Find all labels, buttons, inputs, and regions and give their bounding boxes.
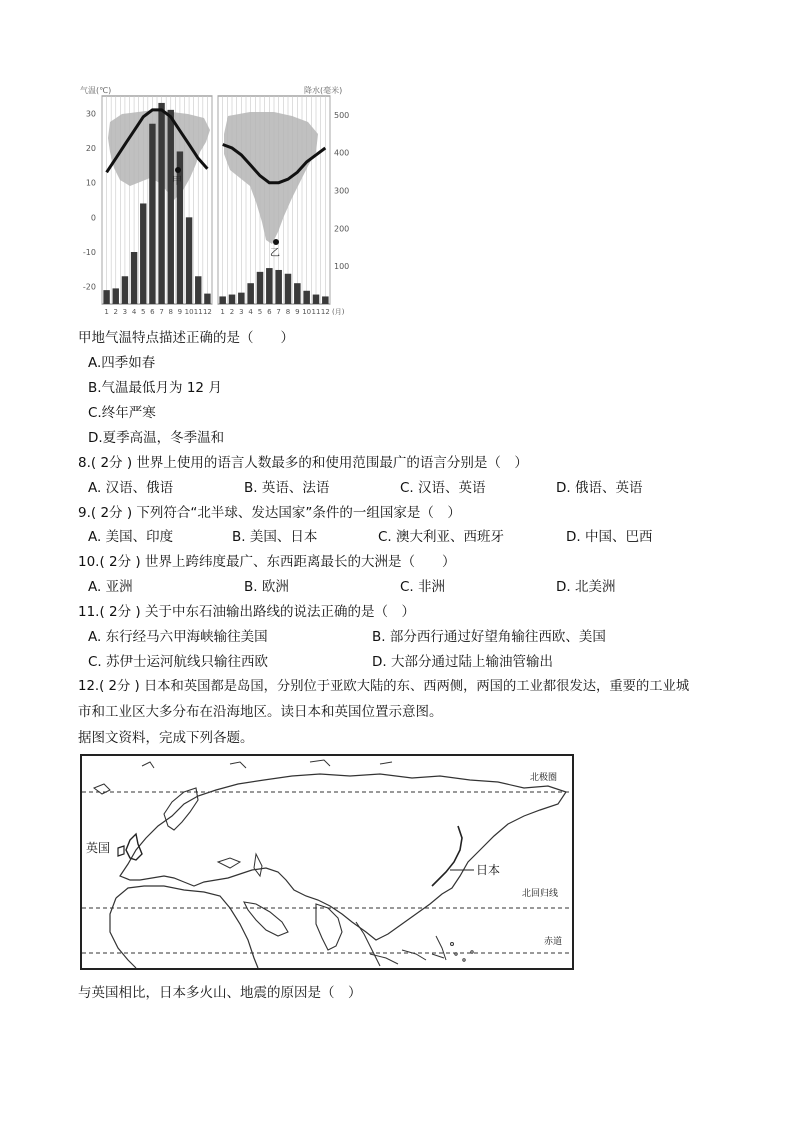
q8-option-d[interactable]: D. 俄语、英语 [556,480,643,496]
month-tick-6: 6 [150,308,155,316]
left-axis-title: 气温(℃) [80,86,112,95]
precip-bar-8 [285,274,292,304]
month-tick-12: 12 [202,308,212,316]
point-jia-label: 甲 [172,176,182,187]
month-tick-9: 9 [177,308,183,316]
q8-option-c[interactable]: C. 汉语、英语 [400,480,486,496]
precip-bar-4 [131,252,137,304]
q10-stem: 10.( 2分 ) 世界上跨纬度最广、东西距离最长的大洲是（ ） [78,554,456,570]
climate-charts [78,82,358,322]
map-label-tropic: 北回归线 [522,889,559,899]
map-label-equator: 赤道 [544,937,563,947]
q10-option-b[interactable]: B. 欧洲 [244,579,289,595]
point-yi-marker [273,239,279,245]
month-unit-label: (月) [332,308,345,316]
month-tick-1: 1 [220,308,225,316]
y-tick-30: 30 [85,109,96,119]
y-tick-400: 400 [334,148,350,158]
q9-option-c[interactable]: C. 澳大利亚、西班牙 [378,529,505,545]
month-tick-3: 3 [239,308,244,316]
precip-bar-12 [322,296,329,304]
q10-option-a[interactable]: A. 亚洲 [88,579,133,595]
precip-bar-1 [103,290,109,304]
precip-bar-3 [238,293,245,304]
month-tick-2: 2 [229,308,235,316]
precip-bar-8 [168,110,174,304]
q7-option-b[interactable]: B.气温最低月为 12 月 [88,380,222,396]
precip-bar-10 [186,217,192,304]
precip-bar-5 [257,272,264,304]
point-yi-label: 乙 [270,248,280,259]
y-tick-100: 100 [334,262,350,272]
y-tick--20: -20 [82,282,96,292]
q12-stem-line-3: 据图文资料，完成下列各题。 [78,730,254,746]
precip-bar-2 [113,288,119,304]
month-tick-7: 7 [276,308,281,316]
month-tick-11: 11 [311,308,321,316]
precip-bar-7 [275,270,282,304]
q11-option-b[interactable]: B. 部分西行通过好望角输往西欧、美国 [372,629,606,645]
y-tick-300: 300 [334,186,350,196]
q12-stem-line-2: 市和工业区大多分布在沿海地区。读日本和英国位置示意图。 [78,704,443,720]
month-tick-10: 10 [302,308,312,316]
point-jia-marker [175,167,181,173]
y-tick-500: 500 [334,110,350,120]
y-tick--10: -10 [82,248,96,257]
map-label-arctic: 北极圈 [530,773,558,783]
q11-option-d[interactable]: D. 大部分通过陆上输油管输出 [372,654,553,670]
y-tick-10: 10 [85,178,96,188]
y-tick-0: 0 [90,213,96,223]
month-tick-5: 5 [141,308,146,316]
map-frame [81,755,573,969]
world-map [80,754,574,970]
y-tick-20: 20 [85,144,96,153]
q9-option-d[interactable]: D. 中国、巴西 [566,529,653,545]
map-label-japan: 日本 [476,863,501,877]
right-x-tick-labels [220,308,329,316]
month-tick-1: 1 [104,308,109,316]
precip-bar-2 [229,295,236,304]
q10-option-d[interactable]: D. 北美洲 [556,579,616,595]
month-tick-8: 8 [285,308,291,316]
month-tick-10: 10 [184,308,194,316]
q11-option-a[interactable]: A. 东行经马六甲海峡输往美国 [88,629,268,645]
month-tick-11: 11 [193,308,203,316]
q9-option-b[interactable]: B. 美国、日本 [232,529,318,545]
left-x-tick-labels [104,308,212,316]
month-tick-4: 4 [248,308,253,316]
q7-stem: 甲地气温特点描述正确的是（ ） [78,330,294,346]
q7-option-c[interactable]: C.终年严寒 [88,405,156,421]
left-y-tick-labels [83,109,96,291]
precip-bar-12 [204,294,210,304]
map-label-uk: 英国 [86,841,111,855]
q11-stem: 11.( 2分 ) 关于中东石油输出路线的说法正确的是（ ） [78,604,415,620]
precip-bar-6 [266,268,273,304]
month-tick-8: 8 [168,308,173,316]
right-y-tick-labels [334,111,349,271]
q12-sub-question: 与英国相比，日本多火山、地震的原因是（ ） [78,985,362,1001]
precip-bar-3 [122,276,128,304]
month-tick-12: 12 [320,308,330,316]
q10-option-c[interactable]: C. 非洲 [400,579,446,595]
precip-bar-7 [158,103,164,304]
month-tick-6: 6 [267,308,272,316]
precip-bar-11 [195,276,201,304]
q7-option-d[interactable]: D.夏季高温，冬季温和 [88,430,225,446]
month-tick-4: 4 [131,308,137,316]
climate-figure [78,82,358,322]
q8-option-a[interactable]: A. 汉语、俄语 [88,480,174,496]
month-tick-5: 5 [257,308,263,316]
month-tick-3: 3 [122,308,128,316]
precip-bar-5 [140,203,146,304]
precip-bar-4 [247,283,254,304]
precip-bar-9 [177,151,183,304]
q9-stem: 9.( 2分 ) 下列符合“北半球、发达国家”条件的一组国家是（ ） [78,505,461,521]
q8-option-b[interactable]: B. 英语、法语 [244,480,330,496]
q11-option-c[interactable]: C. 苏伊士运河航线只输往西欧 [88,654,269,670]
q12-stem-line-1: 12.( 2分 ) 日本和英国都是岛国，分别位于亚欧大陆的东、西两侧，两国的工业都很发达，重要的工业城 [78,679,690,694]
y-tick-200: 200 [334,224,350,234]
precip-bar-6 [149,124,155,304]
q9-option-a[interactable]: A. 美国、印度 [88,529,174,545]
month-tick-7: 7 [159,308,164,316]
q8-stem: 8.( 2分 ) 世界上使用的语言人数最多的和使用范围最广的语言分别是（ ） [78,455,528,471]
world-map-figure [80,754,574,970]
right-axis-title: 降水(毫米) [304,86,343,95]
month-tick-9: 9 [295,308,300,316]
precip-bar-10 [303,291,310,304]
q7-option-a[interactable]: A.四季如春 [88,355,156,371]
precip-bar-11 [313,295,320,304]
precip-bar-1 [219,296,226,304]
month-tick-2: 2 [113,308,118,316]
precip-bar-9 [294,283,301,304]
